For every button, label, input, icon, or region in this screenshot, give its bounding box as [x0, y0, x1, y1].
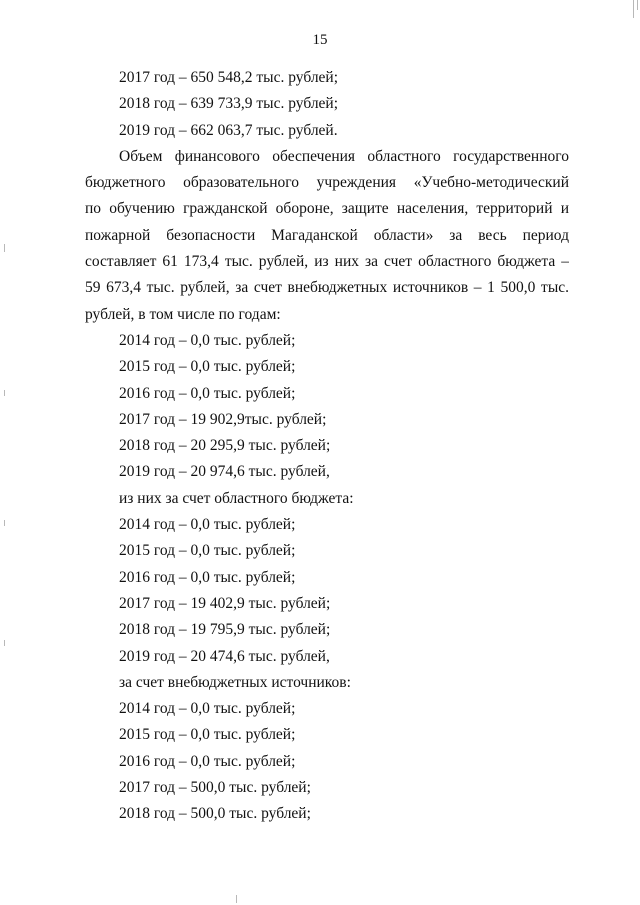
text-line: 2019 год – 20 974,6 тыс. рублей, — [119, 463, 330, 481]
text-line: 2018 год – 639 733,9 тыс. рублей; — [119, 95, 339, 113]
text-line: 2015 год – 0,0 тыс. рублей; — [119, 542, 296, 560]
text-line: 2017 год – 19 902,9тыс. рублей; — [119, 410, 327, 428]
text-line: составляет 61 173,4 тыс. рублей, из них за счет областного бюджета – — [85, 253, 569, 271]
text-line: 2017 год – 650 548,2 тыс. рублей; — [119, 69, 339, 86]
text-line: из них за счет областного бюджета: — [119, 489, 354, 507]
text-line: 2016 год – 0,0 тыс. рублей; — [119, 384, 296, 402]
scan-edge-mark — [4, 640, 5, 646]
text-line: 2014 год – 0,0 тыс. рублей; — [119, 331, 296, 349]
page-number: 15 — [312, 32, 328, 48]
text-line: по обучению гражданской обороне, защите населения, территорий и — [85, 200, 569, 218]
text-line: пожарной безопасности Магаданской области» за весь период — [85, 226, 569, 244]
scan-edge-mark — [236, 895, 237, 903]
text-line: 2019 год – 20 474,6 тыс. рублей, — [119, 647, 330, 665]
scan-edge-mark — [637, 0, 638, 10]
text-line: 2018 год – 19 795,9 тыс. рублей; — [119, 621, 331, 639]
text-line: 2018 год – 500,0 тыс. рублей; — [119, 805, 311, 823]
text-line: 2014 год – 0,0 тыс. рублей; — [119, 516, 296, 534]
scan-edge-mark — [633, 0, 634, 18]
text-line: 2017 год – 19 402,9 тыс. рублей; — [119, 594, 331, 612]
text-line: бюджетного образовательного учреждения «Учебно-методический — [85, 174, 569, 192]
text-line: 2015 год – 0,0 тыс. рублей; — [119, 726, 296, 744]
text-line: 2016 год – 0,0 тыс. рублей; — [119, 752, 296, 770]
scan-edge-mark — [4, 244, 5, 252]
scan-edge-mark — [4, 520, 5, 526]
text-line: за счет внебюджетных источников: — [119, 673, 351, 691]
text-line: 2015 год – 0,0 тыс. рублей; — [119, 358, 296, 376]
document-body — [85, 65, 569, 828]
scan-edge-mark — [4, 390, 5, 396]
text-line: Объем финансового обеспечения областного государственного — [119, 147, 569, 165]
text-line: 2016 год – 0,0 тыс. рублей; — [119, 568, 296, 586]
text-line: 2017 год – 500,0 тыс. рублей; — [119, 779, 311, 797]
text-line: 59 673,4 тыс. рублей, за счет внебюджетных источников – 1 500,0 тыс. — [85, 279, 569, 297]
text-line: 2014 год – 0,0 тыс. рублей; — [119, 700, 296, 718]
text-line: 2019 год – 662 063,7 тыс. рублей. — [119, 121, 338, 139]
text-line: 2018 год – 20 295,9 тыс. рублей; — [119, 437, 331, 455]
text-line: рублей, в том числе по годам: — [85, 305, 281, 323]
